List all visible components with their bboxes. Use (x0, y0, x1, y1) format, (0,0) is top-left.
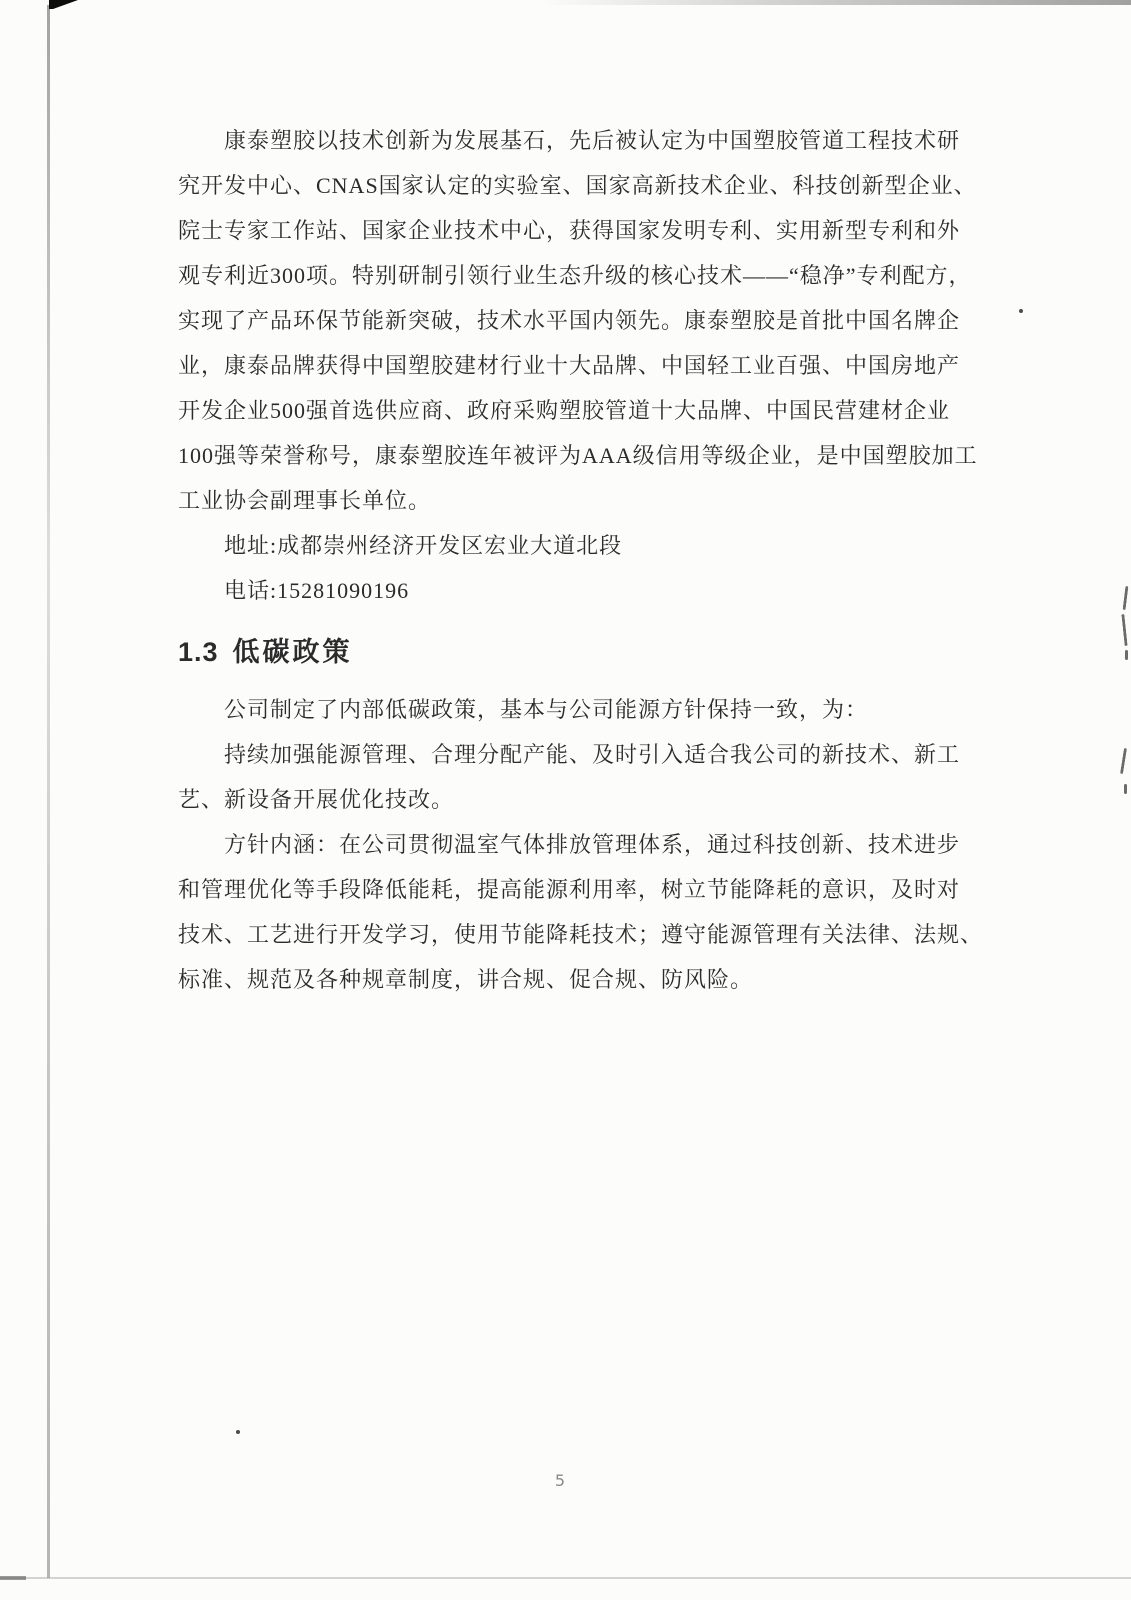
policy-paragraph-3 (178, 822, 984, 1002)
paragraph-line: 和管理优化等手段降低能耗，提高能源利用率，树立节能降耗的意识，及时对 (178, 877, 961, 902)
scan-corner-triangle-mark (49, 0, 78, 9)
scan-speck (1019, 309, 1023, 313)
address-line: 地址:成都崇州经济开发区宏业大道北段 (224, 533, 623, 558)
phone-line: 电话:15281090196 (224, 578, 410, 603)
paragraph-line: 实现了产品环保节能新突破，技术水平国内领先。康泰塑胶是首批中国名牌企 (178, 308, 961, 333)
section-number: 1.3 (178, 637, 219, 667)
section-title: 低碳政策 (232, 637, 353, 667)
paragraph-line: 公司制定了内部低碳政策，基本与公司能源方针保持一致，为： (224, 697, 869, 722)
section-heading (178, 627, 968, 677)
paragraph-line: 方针内涵：在公司贯彻温室气体排放管理体系，通过科技创新、技术进步 (224, 832, 961, 857)
paragraph-line: 标准、规范及各种规章制度，讲合规、促合规、防风险。 (178, 967, 754, 992)
paragraph-line: 工业协会副理事长单位。 (178, 488, 432, 513)
scan-edge-mark (1125, 650, 1128, 660)
page-content (178, 118, 984, 1002)
scan-bottom-line-artifact (0, 1577, 1131, 1579)
page-number: 5 (554, 1471, 566, 1490)
scan-top-edge-smudge (540, 0, 1131, 5)
scan-speck (236, 1430, 240, 1434)
scan-edge-mark (1120, 748, 1127, 774)
paragraph-line: 艺、新设备开展优化技改。 (178, 787, 455, 812)
scan-edge-mark (1123, 586, 1129, 610)
policy-paragraph-1 (178, 687, 968, 732)
paragraph-line: 业，康泰品牌获得中国塑胶建材行业十大品牌、中国轻工业百强、中国房地产 (178, 353, 961, 378)
scan-bottom-line-cap (0, 1576, 26, 1580)
scan-edge-mark (1124, 784, 1127, 794)
paragraph-line: 院士专家工作站、国家企业技术中心，获得国家发明专利、实用新型专利和外 (178, 218, 961, 243)
paragraph-line: 开发企业500强首选供应商、政府采购塑胶管道十大品牌、中国民营建材企业 (178, 398, 951, 423)
scan-edge-mark (1121, 614, 1127, 646)
paragraph-line: 技术、工艺进行开发学习，使用节能降耗技术；遵守能源管理有关法律、法规、 (178, 922, 984, 947)
paragraph-line: 康泰塑胶以技术创新为发展基石，先后被认定为中国塑胶管道工程技术研 (224, 128, 961, 153)
paragraph-line: 100强等荣誉称号，康泰塑胶连年被评为AAA级信用等级企业，是中国塑胶加工 (178, 443, 978, 468)
paragraph-line: 观专利近300项。特别研制引领行业生态升级的核心技术——“稳净”专利配方， (178, 263, 972, 288)
paragraph-line: 究开发中心、CNAS国家认定的实验室、国家高新技术企业、科技创新型企业、 (178, 173, 977, 198)
company-intro-paragraph (178, 118, 978, 523)
policy-paragraph-2 (178, 732, 968, 822)
paragraph-line: 持续加强能源管理、合理分配产能、及时引入适合我公司的新技术、新工 (224, 742, 961, 767)
scan-vertical-line-artifact (47, 5, 50, 1578)
